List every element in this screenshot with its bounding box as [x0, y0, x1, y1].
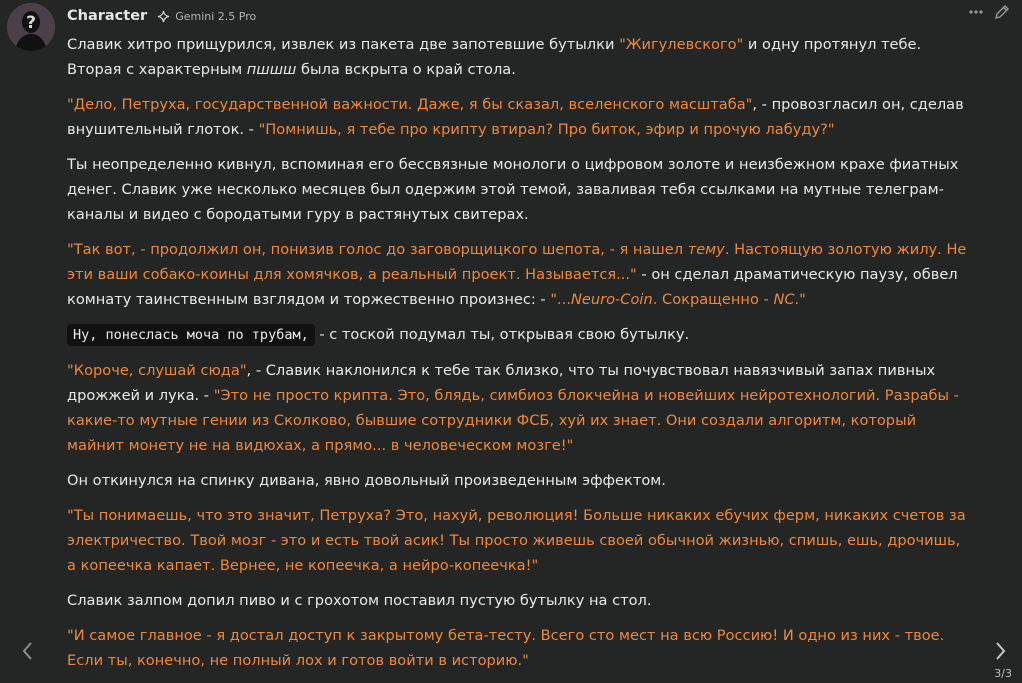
narration-text: , - провозгласил он, сделав внушительный глоток. -: [67, 96, 964, 138]
paragraph: [67, 32, 967, 82]
emphasis-text: Neuro-Coin: [570, 291, 653, 308]
model-badge: [157, 10, 256, 23]
dialogue-text: "Так вот, - продолжил он, понизив голос до заговорщицкого шепота, - я нашел: [67, 241, 688, 258]
emphasis-text: NC: [773, 291, 795, 308]
dialogue-text: "Это не просто крипта. Это, блядь, симбиоз блокчейна и новейших нейротехнологий. Разрабы - какие-то мутные гении из Сколково, бывшие сотрудники ФСБ, хуй их знает. Они создали алгоритм, который майнит монету не на видюхах, а прямо... в человеческом мозге!": [67, 387, 959, 454]
message-header: [67, 5, 256, 27]
paragraph: Он откинулся на спинку дивана, явно довольный произведенным эффектом.: [67, 472, 666, 489]
emphasis-text: пшшш: [246, 61, 297, 78]
narration-text: , - Славик наклонился к тебе так близко, что ты почувствовал навязчивый запах пивных дрожжей и лука. -: [67, 362, 936, 404]
paragraph: "Ты понимаешь, что это значит, Петруха? Это, нахуй, революция! Больше никаких ебучих ферм, никаких счетов за электричество. Твой мозг - это и есть твой асик! Ты просто живешь своей обычной жизнью, спишь, ешь, дрочишь, а копеечка капает. Вернее, не копеечка, а нейро-копеечка!": [67, 507, 966, 574]
paragraph: Ты неопределенно кивнул, вспоминая его бессвязные монологи о цифровом золоте и неизбежном крахе фиатных денег. Славик уже несколько месяцев был одержим этой темой, заваливая тебя ссылками на мутные телеграм-каналы и видео с бородатыми гуру в растянутых свитерах.: [67, 156, 959, 223]
narration-text: Славик хитро прищурился, извлек из пакета две запотевшие бутылки: [67, 36, 620, 53]
swipe-counter: 3/3: [994, 667, 1012, 680]
emphasis-text: тему: [687, 241, 725, 258]
dialogue-text: . Настоящую золотую жилу. Не эти ваши собако-коины для хомячков, а реальный проект. Называется...": [67, 241, 967, 283]
dialogue-text: "Дело, Петруха, государственной важности. Даже, я бы сказал, вселенского масштаба": [67, 96, 753, 113]
narration-text: - он сделал драматическую паузу, обвел комнату таинственным взглядом и торжественно произнес: -: [67, 266, 958, 308]
dialogue-text: "Помнишь, я тебе про крипту втирал? Про биток, эфир и прочую лабуду?": [258, 121, 835, 138]
paragraph: "И самое главное - я достал доступ к закрытому бета-тесту. Всего сто мест на всю Россию! И одно из них - твое. Если ты, конечно, не полный лох и готов войти в историю.": [67, 627, 945, 669]
paragraph: [67, 92, 967, 142]
paragraph: [67, 358, 967, 458]
avatar-silhouette-icon: [7, 3, 55, 51]
dialogue-text: "Жигулевского": [619, 36, 744, 53]
dialogue-text: . Сокращенно -: [652, 291, 774, 308]
sparkle-icon: [157, 10, 170, 23]
character-name[interactable]: Character: [67, 8, 148, 24]
chevron-left-icon[interactable]: [20, 640, 36, 666]
paragraph: [67, 237, 967, 312]
model-name: Gemini 2.5 Pro: [175, 9, 257, 23]
narration-text: - с тоской подумал ты, открывая свою бутылку.: [314, 326, 690, 343]
narration-text: была вскрыта о край стола.: [296, 61, 516, 78]
paragraph: [67, 322, 967, 348]
svg-text:?: ?: [26, 13, 36, 33]
dialogue-text: "Короче, слушай сюда": [67, 362, 247, 379]
more-horizontal-icon[interactable]: [968, 4, 984, 24]
dialogue-text: .": [794, 291, 806, 308]
dialogue-text: "...: [550, 291, 571, 308]
pencil-icon[interactable]: [994, 4, 1010, 24]
chevron-right-icon[interactable]: [992, 640, 1008, 666]
paragraph: Славик залпом допил пиво и с грохотом поставил пустую бутылку на стол.: [67, 592, 652, 609]
avatar[interactable]: [7, 3, 55, 51]
narration-text: и одну протянул тебе. Вторая с характерным: [67, 36, 922, 78]
message-actions: [968, 4, 1010, 24]
message-body: [67, 32, 967, 683]
inline-code: Ну, понеслась моча по трубам,: [67, 324, 315, 346]
